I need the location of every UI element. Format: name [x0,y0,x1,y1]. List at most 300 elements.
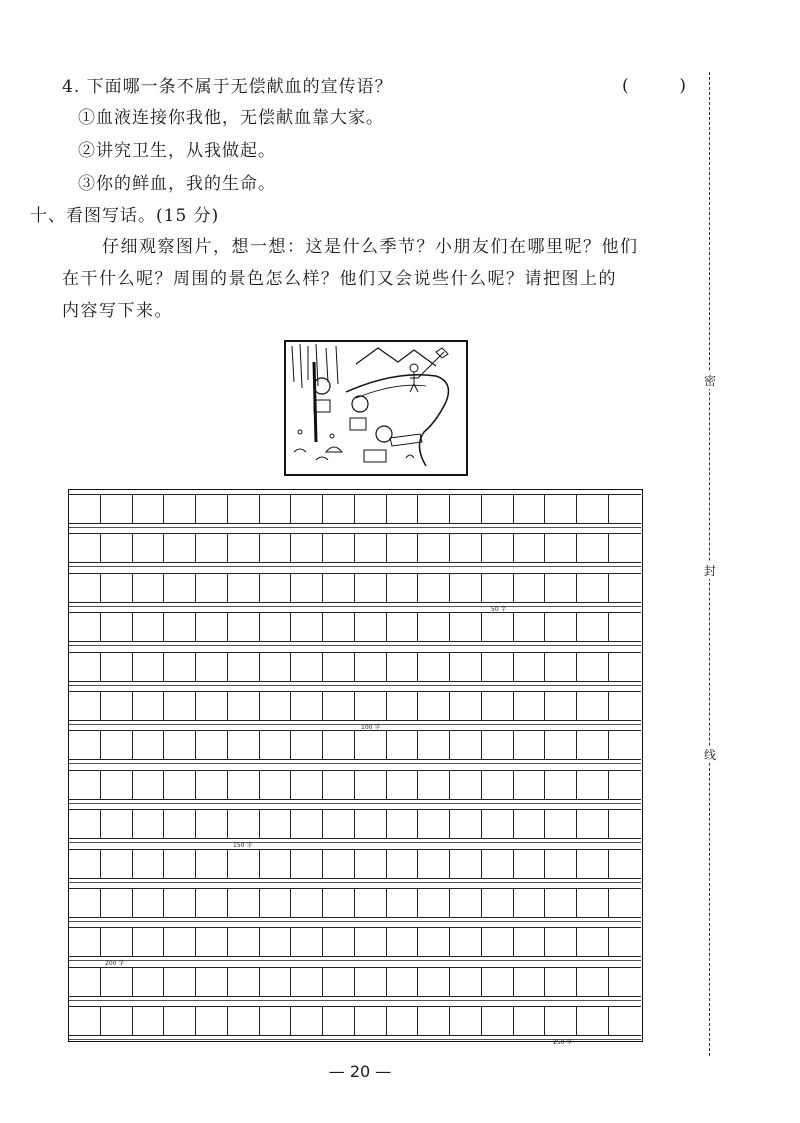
grid-cell[interactable] [577,652,609,682]
grid-cell[interactable] [355,691,387,721]
grid-cell[interactable] [450,652,482,682]
grid-gap-line [69,645,641,646]
grid-cell[interactable] [69,652,101,682]
grid-cell[interactable] [609,494,641,524]
paren-close: ) [679,76,686,96]
grid-cell[interactable] [323,927,355,957]
grid-cell[interactable] [514,652,546,682]
grid-cell[interactable] [164,652,196,682]
grid-cell[interactable] [196,849,228,879]
grid-cell[interactable] [355,927,387,957]
grid-cell[interactable] [69,691,101,721]
grid-cell[interactable] [577,573,609,603]
grid-cell[interactable] [514,1006,546,1036]
grid-cell[interactable] [418,770,450,800]
grid-cell[interactable] [577,849,609,879]
grid-cell[interactable] [609,888,641,918]
word-count-marker: 200 字 [105,960,125,968]
grid-cell[interactable] [133,849,165,879]
grid-cell[interactable] [514,927,546,957]
grid-cell[interactable] [609,1006,641,1036]
grid-cell[interactable] [450,691,482,721]
grid-cell[interactable] [545,573,577,603]
section-10-title: 十、看图写话。(15 分) [30,206,220,226]
grid-cell[interactable] [260,691,292,721]
grid-cell[interactable] [387,494,419,524]
grid-cell[interactable] [482,888,514,918]
grid-gap-line [69,685,641,686]
grid-cell[interactable] [355,494,387,524]
grid-cell[interactable] [101,573,133,603]
grid-cell[interactable] [133,888,165,918]
grid-cell[interactable] [260,612,292,642]
grid-cell[interactable] [482,691,514,721]
grid-cell[interactable] [133,770,165,800]
grid-cell[interactable] [482,809,514,839]
grid-cell[interactable] [609,612,641,642]
grid-cell[interactable] [323,691,355,721]
grid-cell[interactable] [228,849,260,879]
grid-cell[interactable] [418,849,450,879]
grid-cell[interactable] [228,691,260,721]
grid-cell[interactable] [577,770,609,800]
grid-row [69,573,641,603]
grid-cell[interactable] [196,652,228,682]
grid-cell[interactable] [387,888,419,918]
grid-cell[interactable] [450,809,482,839]
grid-cell[interactable] [323,612,355,642]
grid-row [69,652,641,682]
grid-cell[interactable] [133,730,165,760]
grid-cell[interactable] [418,652,450,682]
option-2: ②讲究卫生，从我做起。 [78,141,276,161]
grid-cell[interactable] [164,770,196,800]
grid-cell[interactable] [450,612,482,642]
grid-cell[interactable] [450,494,482,524]
grid-cell[interactable] [291,730,323,760]
grid-cell[interactable] [450,573,482,603]
grid-cell[interactable] [545,533,577,563]
grid-cell[interactable] [609,809,641,839]
grid-cell[interactable] [577,927,609,957]
grid-cell[interactable] [101,533,133,563]
grid-cell[interactable] [196,967,228,997]
grid-cell[interactable] [133,691,165,721]
grid-cell[interactable] [164,888,196,918]
grid-cell[interactable] [69,1006,101,1036]
grid-cell[interactable] [196,1006,228,1036]
grid-cell[interactable] [609,927,641,957]
option-3: ③你的鲜血，我的生命。 [78,174,276,194]
grid-cell[interactable] [69,612,101,642]
grid-cell[interactable] [577,888,609,918]
grid-cell[interactable] [291,573,323,603]
seal-label-mi: 密 [703,374,716,388]
grid-cell[interactable] [387,1006,419,1036]
grid-gap-line [69,803,641,804]
grid-cell[interactable] [609,652,641,682]
grid-gap-line [69,960,641,961]
grid-cell[interactable] [418,967,450,997]
grid-cell[interactable] [387,533,419,563]
grid-cell[interactable] [418,888,450,918]
composition-grid[interactable] [68,489,643,1047]
grid-cell[interactable] [418,612,450,642]
grid-cell[interactable] [260,770,292,800]
grid-cell[interactable] [133,612,165,642]
grid-cell[interactable] [418,809,450,839]
grid-cell[interactable] [101,652,133,682]
grid-cell[interactable] [69,967,101,997]
grid-cell[interactable] [545,494,577,524]
grid-cell[interactable] [101,1006,133,1036]
grid-cell[interactable] [196,730,228,760]
grid-cell[interactable] [69,927,101,957]
grid-cell[interactable] [545,612,577,642]
grid-cell[interactable] [291,809,323,839]
grid-gap-line [69,882,641,883]
grid-row [69,494,641,524]
grid-cell[interactable] [164,927,196,957]
grid-cell[interactable] [291,927,323,957]
grid-cell[interactable] [228,809,260,839]
grid-cell[interactable] [387,770,419,800]
grid-cell[interactable] [482,612,514,642]
grid-cell[interactable] [355,849,387,879]
grid-cell[interactable] [355,533,387,563]
grid-cell[interactable] [260,849,292,879]
grid-cell[interactable] [387,927,419,957]
grid-cell[interactable] [545,849,577,879]
word-count-marker: 150 字 [233,842,253,850]
grid-cell[interactable] [69,770,101,800]
grid-cell[interactable] [196,888,228,918]
grid-row [69,691,641,721]
grid-cell[interactable] [609,533,641,563]
grid-cell[interactable] [228,967,260,997]
grid-cell[interactable] [545,691,577,721]
grid-cell[interactable] [164,730,196,760]
grid-cell[interactable] [609,573,641,603]
grid-cell[interactable] [609,770,641,800]
grid-cell[interactable] [69,533,101,563]
grid-cell[interactable] [323,494,355,524]
grid-cell[interactable] [196,494,228,524]
grid-cell[interactable] [260,494,292,524]
grid-cell[interactable] [228,770,260,800]
grid-cell[interactable] [196,770,228,800]
grid-cell[interactable] [482,730,514,760]
grid-cell[interactable] [387,573,419,603]
grid-cell[interactable] [228,927,260,957]
grid-cell[interactable] [291,888,323,918]
scene-illustration [284,340,468,476]
grid-cell[interactable] [482,652,514,682]
grid-cell[interactable] [418,533,450,563]
grid-cell[interactable] [482,967,514,997]
grid-cell[interactable] [260,927,292,957]
grid-cell[interactable] [450,849,482,879]
grid-cell[interactable] [545,730,577,760]
word-count-marker: 250 字 [553,1039,573,1047]
grid-cell[interactable] [355,809,387,839]
grid-cell[interactable] [164,691,196,721]
grid-cell[interactable] [260,730,292,760]
grid-cell[interactable] [355,573,387,603]
grid-cell[interactable] [355,612,387,642]
paren-open: ( [622,76,629,96]
grid-row [69,849,641,879]
grid-cell[interactable] [133,533,165,563]
grid-cell[interactable] [260,809,292,839]
grid-cell[interactable] [545,809,577,839]
grid-cell[interactable] [450,967,482,997]
grid-cell[interactable] [69,849,101,879]
illustration-drawing [286,342,462,470]
grid-cell[interactable] [260,967,292,997]
grid-cell[interactable] [196,533,228,563]
grid-cell[interactable] [101,612,133,642]
grid-cell[interactable] [133,809,165,839]
grid-cell[interactable] [387,730,419,760]
grid-cell[interactable] [196,691,228,721]
grid-cell[interactable] [514,967,546,997]
grid-row [69,730,641,760]
grid-cell[interactable] [609,691,641,721]
grid-cell[interactable] [323,849,355,879]
grid-cell[interactable] [609,967,641,997]
grid-cell[interactable] [577,691,609,721]
seal-label-feng: 封 [703,564,716,578]
grid-row [69,612,641,642]
grid-row [69,533,641,563]
grid-cell[interactable] [291,652,323,682]
grid-cell[interactable] [133,1006,165,1036]
grid-gap-line [69,763,641,764]
grid-cell[interactable] [355,770,387,800]
grid-row [69,927,641,957]
grid-cell[interactable] [482,770,514,800]
grid-cell[interactable] [482,849,514,879]
grid-gap-line [69,527,641,528]
grid-cell[interactable] [323,573,355,603]
grid-cell[interactable] [514,730,546,760]
grid-cell[interactable] [133,927,165,957]
grid-cell[interactable] [609,849,641,879]
grid-gap-line [69,921,641,922]
grid-cell[interactable] [545,888,577,918]
grid-cell[interactable] [164,494,196,524]
grid-cell[interactable] [545,652,577,682]
grid-cell[interactable] [387,849,419,879]
grid-cell[interactable] [69,573,101,603]
grid-cell[interactable] [101,494,133,524]
grid-cell[interactable] [323,888,355,918]
grid-cell[interactable] [545,1006,577,1036]
page-number: — 20 — [328,1062,392,1081]
grid-cell[interactable] [291,494,323,524]
grid-cell[interactable] [69,730,101,760]
grid-cell[interactable] [196,809,228,839]
grid-row [69,967,641,997]
grid-cell[interactable] [228,612,260,642]
grid-cell[interactable] [514,573,546,603]
grid-cell[interactable] [387,691,419,721]
grid-cell[interactable] [260,573,292,603]
grid-cell[interactable] [164,573,196,603]
grid-cell[interactable] [101,849,133,879]
seal-label-xian: 线 [703,748,716,762]
grid-cell[interactable] [418,927,450,957]
grid-gap-line [69,1000,641,1001]
grid-cell[interactable] [577,967,609,997]
grid-cell[interactable] [133,652,165,682]
grid-cell[interactable] [355,888,387,918]
grid-gap-line [69,606,641,607]
grid-cell[interactable] [228,652,260,682]
grid-cell[interactable] [609,730,641,760]
word-count-marker: 100 字 [361,724,381,731]
grid-cell[interactable] [577,809,609,839]
grid-gap-line [69,566,641,567]
grid-cell[interactable] [291,967,323,997]
grid-cell[interactable] [450,1006,482,1036]
grid-cell[interactable] [577,494,609,524]
grid-cell[interactable] [387,967,419,997]
grid-cell[interactable] [228,533,260,563]
grid-cell[interactable] [514,888,546,918]
grid-cell[interactable] [418,573,450,603]
grid-gap-line [69,724,641,725]
prompt-line-3: 内容写下来。 [62,301,173,321]
grid-row [69,809,641,839]
grid-cell[interactable] [323,1006,355,1036]
grid-cell[interactable] [418,691,450,721]
grid-cell[interactable] [69,809,101,839]
grid-cell[interactable] [418,1006,450,1036]
writing-prompt [62,231,692,327]
grid-cell[interactable] [387,612,419,642]
grid-gap-line [69,842,641,843]
grid-cell[interactable] [577,1006,609,1036]
grid-cell[interactable] [133,967,165,997]
grid-cell[interactable] [450,927,482,957]
prompt-line-1: 仔细观察图片，想一想：这是什么季节？小朋友们在哪里呢？他们 [102,237,639,257]
grid-cell[interactable] [291,691,323,721]
grid-cell[interactable] [450,770,482,800]
grid-cell[interactable] [482,1006,514,1036]
grid-cell[interactable] [101,967,133,997]
grid-cell[interactable] [545,927,577,957]
grid-cell[interactable] [164,612,196,642]
grid-cell[interactable] [164,967,196,997]
grid-cell[interactable] [482,573,514,603]
grid-cell[interactable] [355,967,387,997]
grid-row [69,770,641,800]
grid-cell[interactable] [291,770,323,800]
grid-cell[interactable] [164,1006,196,1036]
grid-cell[interactable] [164,809,196,839]
grid-cell[interactable] [387,652,419,682]
grid-cell[interactable] [69,888,101,918]
answer-parentheses[interactable] [622,76,686,96]
grid-cell[interactable] [196,573,228,603]
grid-cell[interactable] [545,770,577,800]
grid-cell[interactable] [228,888,260,918]
grid-cell[interactable] [514,849,546,879]
grid-cell[interactable] [228,494,260,524]
grid-cell[interactable] [101,691,133,721]
grid-cell[interactable] [101,770,133,800]
grid-cell[interactable] [514,494,546,524]
grid-cell[interactable] [577,533,609,563]
grid-cell[interactable] [355,652,387,682]
grid-cell[interactable] [387,809,419,839]
grid-cell[interactable] [482,494,514,524]
grid-cell[interactable] [291,1006,323,1036]
grid-cell[interactable] [355,730,387,760]
grid-cell[interactable] [260,652,292,682]
grid-cell[interactable] [450,888,482,918]
grid-cell[interactable] [164,849,196,879]
grid-cell[interactable] [514,533,546,563]
grid-cell[interactable] [133,573,165,603]
grid-cell[interactable] [228,573,260,603]
grid-cell[interactable] [514,809,546,839]
grid-cell[interactable] [101,927,133,957]
grid-cell[interactable] [228,1006,260,1036]
grid-cell[interactable] [69,494,101,524]
grid-cell[interactable] [514,612,546,642]
grid-cell[interactable] [291,533,323,563]
grid-cell[interactable] [323,533,355,563]
grid-cell[interactable] [514,691,546,721]
grid-cell[interactable] [450,730,482,760]
grid-cell[interactable] [418,494,450,524]
grid-cell[interactable] [133,494,165,524]
grid-cell[interactable] [164,533,196,563]
grid-cell[interactable] [577,730,609,760]
grid-cell[interactable] [101,730,133,760]
grid-cell[interactable] [323,809,355,839]
grid-cell[interactable] [450,533,482,563]
grid-cell[interactable] [260,1006,292,1036]
grid-cell[interactable] [101,809,133,839]
grid-cell[interactable] [514,770,546,800]
grid-cell[interactable] [323,967,355,997]
grid-cell[interactable] [545,967,577,997]
option-1: ①血液连接你我他，无偿献血靠大家。 [78,108,384,128]
grid-cell[interactable] [355,1006,387,1036]
grid-cell[interactable] [228,730,260,760]
word-count-marker: 50 字 [491,605,507,613]
grid-cell[interactable] [196,612,228,642]
prompt-line-2: 在干什么呢？周围的景色怎么样？他们又会说些什么呢？请把图上的 [62,269,617,289]
grid-cell[interactable] [323,730,355,760]
grid-cell[interactable] [260,533,292,563]
grid-cell[interactable] [577,612,609,642]
grid-cell[interactable] [291,612,323,642]
grid-cell[interactable] [323,770,355,800]
grid-cell[interactable] [418,730,450,760]
grid-cell[interactable] [482,927,514,957]
grid-cell[interactable] [291,849,323,879]
grid-cell[interactable] [323,652,355,682]
grid-cell[interactable] [196,927,228,957]
grid-cell[interactable] [482,533,514,563]
grid-cell[interactable] [260,888,292,918]
grid-cell[interactable] [101,888,133,918]
